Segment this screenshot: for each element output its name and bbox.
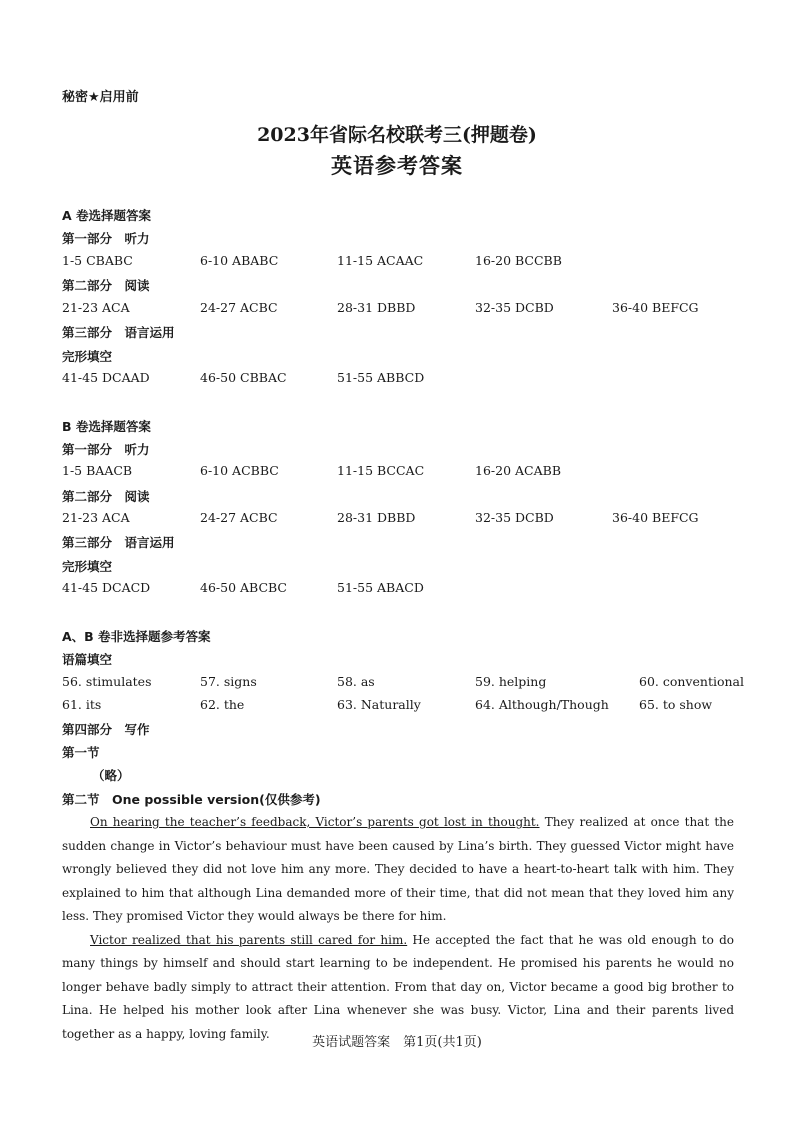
section-a-cloze-label: 完形填空 — [62, 349, 113, 364]
fill-answer: 58. as — [337, 674, 375, 689]
answer-group: 41-45 DCACD — [62, 580, 151, 595]
fill-answer: 62. the — [200, 697, 245, 712]
fill-answer: 60. conventional — [639, 674, 744, 689]
writing-section-1: 第一节 — [62, 745, 100, 760]
answer-group: 36-40 BEFCG — [612, 300, 699, 315]
answer-group: 51-55 ABBCD — [337, 370, 425, 385]
answer-group: 21-23 ACA — [62, 300, 130, 315]
answer-group: 28-31 DBBD — [337, 300, 416, 315]
given-opening-sentence-1: On hearing the teacher’s feedback, Victor’s parents got lost in thought. — [90, 815, 540, 829]
section-b-cloze-label: 完形填空 — [62, 559, 113, 574]
answer-group: 36-40 BEFCG — [612, 510, 699, 525]
section-a-listening-row — [62, 253, 742, 271]
answer-group: 21-23 ACA — [62, 510, 130, 525]
fill-blank-label: 语篇填空 — [62, 652, 113, 667]
answer-group: 24-27 ACBC — [200, 510, 278, 525]
section-a-heading: A 卷选择题答案 — [62, 208, 152, 223]
sample-essay — [62, 811, 734, 1046]
fill-answer: 56. stimulates — [62, 674, 152, 689]
section-b-part1-heading: 第一部分 听力 — [62, 442, 150, 457]
answer-group: 32-35 DCBD — [475, 300, 554, 315]
answer-group: 6-10 ABABC — [200, 253, 279, 268]
answer-group: 51-55 ABACD — [337, 580, 424, 595]
section-b-part3-heading: 第三部分 语言运用 — [62, 535, 175, 550]
answer-group: 28-31 DBBD — [337, 510, 416, 525]
answer-group: 32-35 DCBD — [475, 510, 554, 525]
essay-paragraph-2 — [62, 929, 734, 1047]
answer-group: 6-10 ACBBC — [200, 463, 279, 478]
section-a-reading-row — [62, 300, 742, 318]
answer-group: 41-45 DCAAD — [62, 370, 150, 385]
essay-paragraph-1 — [62, 811, 734, 929]
omitted-note: （略） — [92, 768, 130, 783]
answer-group: 46-50 CBBAC — [200, 370, 287, 385]
section-a-cloze-row — [62, 370, 742, 388]
page-title: 英语参考答案 — [331, 154, 463, 178]
section-b-part2-heading: 第二部分 阅读 — [62, 489, 150, 504]
section-b-heading: B 卷选择题答案 — [62, 419, 151, 434]
fill-answer: 65. to show — [639, 697, 713, 712]
fill-blank-row-1 — [62, 674, 742, 692]
fill-answer: 64. Although/Though — [475, 697, 609, 712]
page-footer: 英语试题答案 第1页(共1页) — [312, 1035, 482, 1050]
answer-group: 1-5 CBABC — [62, 253, 133, 268]
fill-answer: 59. helping — [475, 674, 547, 689]
essay-text: He accepted the fact that he was old enough to do many things by himself and should start learning to be independent. He promised his parents he would no longer behave badly simply to attract their attention. From that day on, Victor became a good big brother to Lina. He helped his mother look after Lina whenever she was busy. Victor, Lina and their parents lived together as a happy, loving family. — [62, 932, 734, 1041]
fill-answer: 57. signs — [200, 674, 257, 689]
section-a-part2-heading: 第二部分 阅读 — [62, 278, 150, 293]
answer-group: 16-20 BCCBB — [475, 253, 562, 268]
non-choice-heading: A、B 卷非选择题参考答案 — [62, 629, 211, 644]
fill-answer: 61. its — [62, 697, 102, 712]
section-b-listening-row — [62, 463, 742, 481]
answer-group: 16-20 ACABB — [475, 463, 561, 478]
section-a-part1-heading: 第一部分 听力 — [62, 231, 150, 246]
writing-heading: 第四部分 写作 — [62, 722, 150, 737]
section-b-cloze-row — [62, 580, 742, 598]
fill-blank-row-2 — [62, 697, 742, 715]
writing-section-2: 第二节 One possible version(仅供参考) — [62, 792, 321, 807]
fill-answer: 63. Naturally — [337, 697, 421, 712]
answer-group: 24-27 ACBC — [200, 300, 278, 315]
answer-group: 1-5 BAACB — [62, 463, 133, 478]
answer-group: 46-50 ABCBC — [200, 580, 287, 595]
answer-group: 11-15 ACAAC — [337, 253, 424, 268]
confidential-label: 秘密★启用前 — [62, 90, 139, 105]
answer-group: 11-15 BCCAC — [337, 463, 425, 478]
exam-title: 2023年省际名校联考三(押题卷) — [257, 124, 537, 146]
section-a-part3-heading: 第三部分 语言运用 — [62, 325, 175, 340]
section-b-reading-row — [62, 510, 742, 528]
given-opening-sentence-2: Victor realized that his parents still cared for him. — [90, 932, 408, 947]
essay-text: They realized at once that the sudden change in Victor’s behaviour must have been caused by Lina’s birth. They guessed Victor might have wrongly believed they did not love him any more. They decided to have a heart-to-heart talk with him. They explained to him that although Lina demanded more of their time, that did not mean that they loved him any less. They promised Victor they would always be there for him. — [62, 815, 734, 923]
